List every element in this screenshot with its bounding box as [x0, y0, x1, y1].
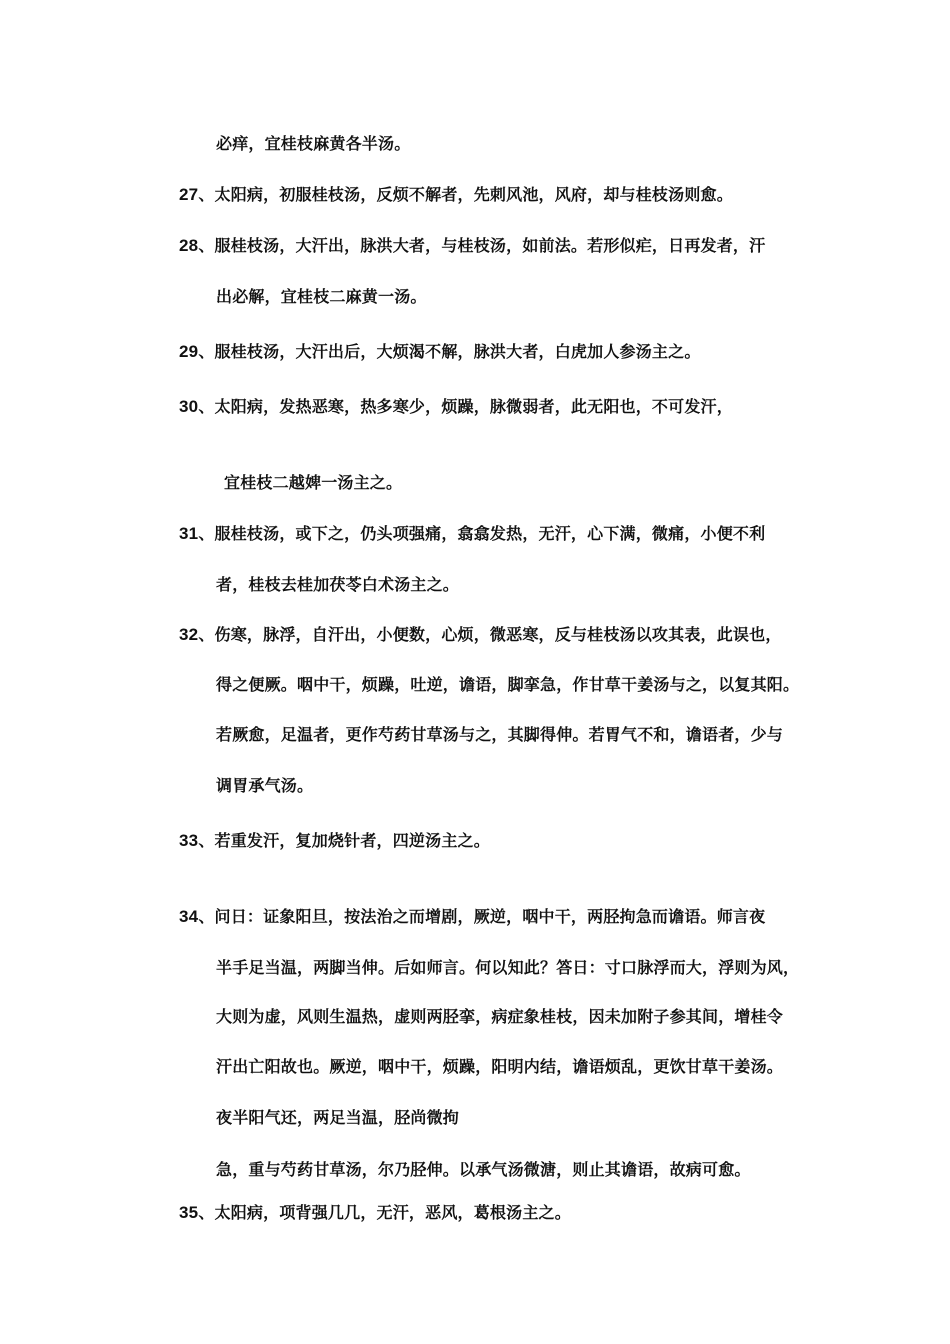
- text-line: [216, 1056, 783, 1078]
- line-text: 、服桂枝汤，大汗出，脉洪大者，与桂枝汤，如前法。若形似疟，日再发者，汗: [198, 236, 766, 255]
- verse-number: 27: [179, 185, 199, 204]
- line-text: 若厥愈，足温者，更作芍药甘草汤与之，其脚得伸。若胃气不和，谵语者，少与: [216, 725, 784, 744]
- line-text: 出必解，宜桂枝二麻黄一汤。: [216, 287, 427, 306]
- text-line: [224, 472, 402, 494]
- line-text: 半手足当温，两脚当伸。后如师言。何以知此？答日：寸口脉浮而大，浮则为风，: [216, 958, 800, 977]
- verse-number: 28: [179, 236, 199, 255]
- verse-34: [179, 906, 765, 928]
- line-text: 、太阳病，初服桂枝汤，反烦不解者，先刺风池，风府，却与桂枝汤则愈。: [198, 185, 733, 204]
- text-line: [216, 724, 783, 746]
- line-text: 必痒，宜桂枝麻黄各半汤。: [216, 134, 411, 153]
- verse-29: [179, 341, 701, 363]
- text-line: [216, 1159, 751, 1181]
- verse-number: 32: [179, 625, 199, 644]
- line-text: 急，重与芍药甘草汤，尔乃胫伸。以承气汤微溏，则止其谵语，故病可愈。: [216, 1160, 751, 1179]
- line-text: 者，桂枝去桂加茯苓白术汤主之。: [216, 575, 460, 594]
- verse-28: [179, 235, 765, 257]
- text-line: [216, 1107, 459, 1129]
- text-line: [216, 775, 313, 797]
- text-line: [216, 133, 410, 155]
- verse-number: 31: [179, 524, 199, 543]
- line-text: 调胃承气汤。: [216, 776, 314, 795]
- line-text: 宜桂枝二越婢一汤主之。: [224, 473, 403, 492]
- verse-33: [179, 830, 490, 852]
- line-text: 夜半阳气还，两足当温，胫尚微拘: [216, 1108, 460, 1127]
- line-text: 、服桂枝汤，大汗出后，大烦渴不解，脉洪大者，白虎加人参汤主之。: [198, 342, 701, 361]
- text-line: [216, 674, 799, 696]
- verse-number: 34: [179, 907, 199, 926]
- verse-35: [179, 1202, 571, 1224]
- line-text: 汗出亡阳故也。厥逆，咽中干，烦躁，阳明内结，谵语烦乱，更饮甘草干姜汤。: [216, 1057, 784, 1076]
- text-line: [216, 286, 427, 308]
- line-text: 、太阳病，发热恶寒，热多寒少，烦躁，脉微弱者，此无阳也，不可发汗，: [198, 397, 733, 416]
- verse-30: [179, 396, 733, 418]
- verse-number: 29: [179, 342, 199, 361]
- line-text: 、服桂枝汤，或下之，仍头项强痛，翕翕发热，无汗，心下满，微痛，小便不利: [198, 524, 766, 543]
- line-text: 、问日：证象阳旦，按法治之而增剧，厥逆，咽中干，两胫拘急而谵语。师言夜: [198, 907, 766, 926]
- line-text: 、太阳病，项背强几几，无汗，恶风，葛根汤主之。: [198, 1203, 571, 1222]
- verse-number: 35: [179, 1203, 199, 1222]
- verse-number: 33: [179, 831, 199, 850]
- line-text: 、若重发汗，复加烧针者，四逆汤主之。: [198, 831, 490, 850]
- line-text: 大则为虚，风则生温热，虚则两胫挛，病症象桂枝，因未加附子参其间，增桂令: [216, 1007, 784, 1026]
- verse-32: [179, 624, 782, 646]
- line-text: 得之便厥。咽中干，烦躁，吐逆，谵语，脚挛急，作甘草干姜汤与之，以复其阳。: [216, 675, 800, 694]
- verse-31: [179, 523, 765, 545]
- verse-27: [179, 184, 733, 206]
- text-line: [216, 574, 459, 596]
- text-line: [216, 1006, 783, 1028]
- text-line: [216, 957, 799, 979]
- line-text: 、伤寒，脉浮，自汗出，小便数，心烦，微恶寒，反与桂枝汤以攻其表，此误也，: [198, 625, 782, 644]
- verse-number: 30: [179, 397, 199, 416]
